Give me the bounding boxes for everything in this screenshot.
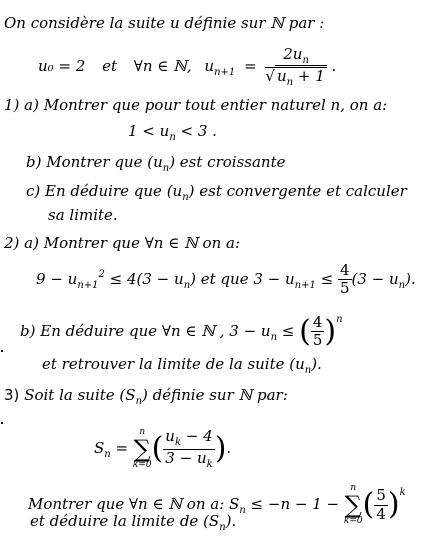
q1c-line2: sa limite.: [48, 206, 118, 224]
sum-term-fraction: $\frac{u_k - 4}{3 - u_k}$: [165, 427, 213, 470]
q1c: c) En déduire que $(u_n)$ est convergente et calculer: [26, 182, 407, 203]
four-fifths-fraction: $\frac{4}{5}$: [312, 313, 323, 350]
four-fifths-fraction: $\frac{4}{5}$: [339, 261, 350, 298]
q3-intro: 3) Soit la suite $(S_n)$ définie sur ℕ par:: [4, 386, 288, 407]
sum-definition: $S_n$ = n ∑ k=0 ( $\frac{u_k - 4}{3 - u_k}$ ).: [94, 427, 232, 470]
margin-dot: [1, 350, 3, 352]
q2a-formula: $9 - u_{n+1}^2 \le 4(3 - u_n)$ et que $3 - u_{n+1}$ ≤ $\frac{4}{5}$ $(3 - u_n)$.: [36, 261, 416, 298]
recurrence-fraction: $\frac{2u_n}{√ u_n + 1}$: [265, 45, 325, 88]
q1-inequality: $1 < u_n < 3$ .: [128, 122, 217, 143]
q2b-line2: et retrouver la limite de la suite $(u_n)$.: [42, 355, 322, 376]
q1a: 1) a) Montrer que pour tout entier naturel n, on a:: [4, 96, 388, 114]
intro-line: On considère la suite u définie sur ℕ par :: [4, 14, 325, 32]
summation-symbol: n ∑ k=0: [132, 427, 152, 470]
q3-show: Montrer que ∀n ∈ ℕ on a: $S_n \le -n - 1$ − n ∑ k=0 ( $\frac{5}{4}$ )$^k$: [28, 483, 406, 526]
margin-dot: [1, 422, 3, 424]
q1b: b) Montrer que $(u_n)$ est croissante: [26, 153, 286, 174]
five-fourths-fraction: $\frac{5}{4}$: [376, 486, 386, 523]
q3-last: et déduire la limite de $(S_n)$.: [30, 512, 237, 533]
q2a: 2) a) Montrer que ∀n ∈ ℕ on a:: [4, 234, 241, 252]
summation-symbol: n ∑ k=0: [343, 483, 363, 526]
q2b: b) En déduire que ∀n ∈ ℕ , $3 - u_n$ ≤ ( $\frac{4}{5}$ )$^n$: [20, 313, 343, 350]
sequence-definition: u₀ = 2 et ∀n ∈ ℕ, $u_{n+1}$ = $\frac{2u_n}{√ u_n + 1}$ .: [38, 45, 337, 88]
